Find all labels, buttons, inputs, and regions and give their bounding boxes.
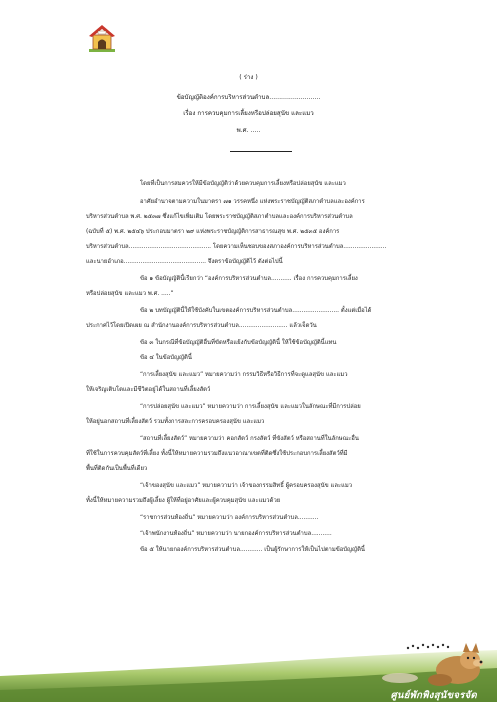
definition-line: “เจ้าพนักงานท้องถิ่น” หมายความว่า นายกองค์การบริหารส่วนตำบล...........: [140, 531, 332, 537]
dog-house-logo-icon: [86, 22, 118, 54]
doc-year: พ.ศ. .....: [236, 127, 261, 134]
doc-subject: เรื่อง การควบคุมการเลี้ยงหรือปล่อยสุนัข และแมว: [183, 110, 314, 117]
title-divider: [230, 151, 292, 152]
footer-banner: [0, 640, 497, 702]
draft-label: ( ร่าง ): [239, 74, 258, 81]
preamble-line: โดยที่เป็นการสมควรให้มีข้อบัญญัติว่าด้วยควบคุมการเลี้ยงหรือปล่อยสุนัข และแมว: [140, 181, 346, 187]
definition-cont: ที่ใช้ในการควบคุมสัตว์ที่เลี้ยง ทั้งนี้ให้หมายความรวมถึงแนวอาณาเขตที่ติดซึ่งใช้ประกอบการเลี้ยงสัตว์ที่มี: [86, 451, 348, 457]
definition-line: “ราชการส่วนท้องถิ่น” หมายความว่า องค์การบริหารส่วนตำบล...........: [140, 515, 319, 521]
definition-cont: ให้อยู่นอกสถานที่เลี้ยงสัตว์ รวมทั้งการสละการครอบครองสุนัข และแมว: [86, 419, 265, 425]
clause-2: ข้อ ๒ บทบัญญัตินี้ให้ใช้บังคับในเขตองค์การบริหารส่วนตำบล......................... ตั้งแต่เมื่อได้: [140, 308, 372, 314]
clause-5: ข้อ ๕ ให้นายกองค์การบริหารส่วนตำบล............ เป็นผู้รักษาการให้เป็นไปตามข้อบัญญัตินี้: [140, 547, 365, 553]
definition-line: “เจ้าของสุนัข และแมว” หมายความว่า เจ้าของกรรมสิทธิ์ ผู้ครอบครองสุนัข และแมว: [140, 483, 353, 489]
doc-title: ข้อบัญญัติองค์การบริหารส่วนตำบล..........................: [176, 94, 321, 101]
footer-brand-text: ศูนย์พักพิงสุนัขจรจัด: [390, 690, 477, 701]
clause-1: ข้อ ๑ ข้อบัญญัตินี้เรียกว่า “องค์การบริหารส่วนตำบล........... เรื่อง การควบคุมการเลี้ยง: [140, 276, 358, 282]
paragraph-line: บริหารส่วนตำบล............................................ โดยความเห็นชอบของสภาองค์การบริหารส่วนตำบล.......................: [86, 244, 387, 250]
definition-cont: ทั้งนี้ให้หมายความรวมถึงผู้เลี้ยง ผู้ให้ที่อยู่อาศัยและผู้ควบคุมสุนัข และแมวด้วย: [86, 498, 281, 504]
paw-dots: [407, 644, 449, 649]
clause-2-cont: ประกาศไว้โดยเปิดเผย ณ สำนักงานองค์การบริหารส่วนตำบล.......................... แล้วเจ็ดวัน: [86, 323, 317, 329]
definition-cont: พื้นที่ติดกันเป็นพื้นที่เดียว: [86, 466, 148, 472]
paragraph-line: และนายอำเภอ............................................ จึงตราข้อบัญญัติไว้ ดังต่อไปนี้: [86, 259, 283, 265]
definition-line: “การเลี้ยงสุนัข และแมว” หมายความว่า กรรมวิธีหรือวิธีการที่จะดูแลสุนัข และแมว: [140, 372, 348, 378]
clause-3: ข้อ ๓ ในกรณีที่ข้อบัญญัติอื่นที่ขัดหรือแย้งกับข้อบัญญัตินี้ ให้ใช้ข้อบัญญัตินี้แทน: [140, 340, 337, 346]
paragraph-line: บริหารส่วนตำบล พ.ศ. ๒๕๓๗ ซึ่งแก้ไขเพิ่มเติม โดยพระราชบัญญัติสภาตำบลและองค์การบริหารส่วนตำบล: [86, 214, 353, 220]
definition-line: “สถานที่เลี้ยงสัตว์” หมายความว่า คอกสัตว์ กรงสัตว์ ที่ขังสัตว์ หรือสถานที่ในลักษณะอื่น: [140, 436, 359, 442]
clause-1-cont: หรือปล่อยสุนัข และแมว พ.ศ. .....”: [86, 291, 174, 297]
clause-4: ข้อ ๔ ในข้อบัญญัตินี้: [140, 355, 192, 361]
paragraph-line: อาศัยอำนาจตามความในมาตรา ๗๑ วรรคหนึ่ง แห่งพระราชบัญญัติสภาตำบลและองค์การ: [140, 199, 365, 205]
definition-line: “การปล่อยสุนัข และแมว” หมายความว่า การเลี้ยงสุนัข และแมวในลักษณะที่มีการปล่อย: [140, 404, 361, 410]
definition-cont: ให้เจริญเติบโตและมีชีวิตอยู่ได้ในสถานที่เลี้ยงสัตว์: [86, 387, 211, 393]
paragraph-line: (ฉบับที่ ๕) พ.ศ. ๒๕๔๖ ประกอบมาตรา ๒๙ แห่งพระราชบัญญัติการสาธารณสุข พ.ศ. ๒๕๓๕ องค์การ: [86, 229, 340, 235]
